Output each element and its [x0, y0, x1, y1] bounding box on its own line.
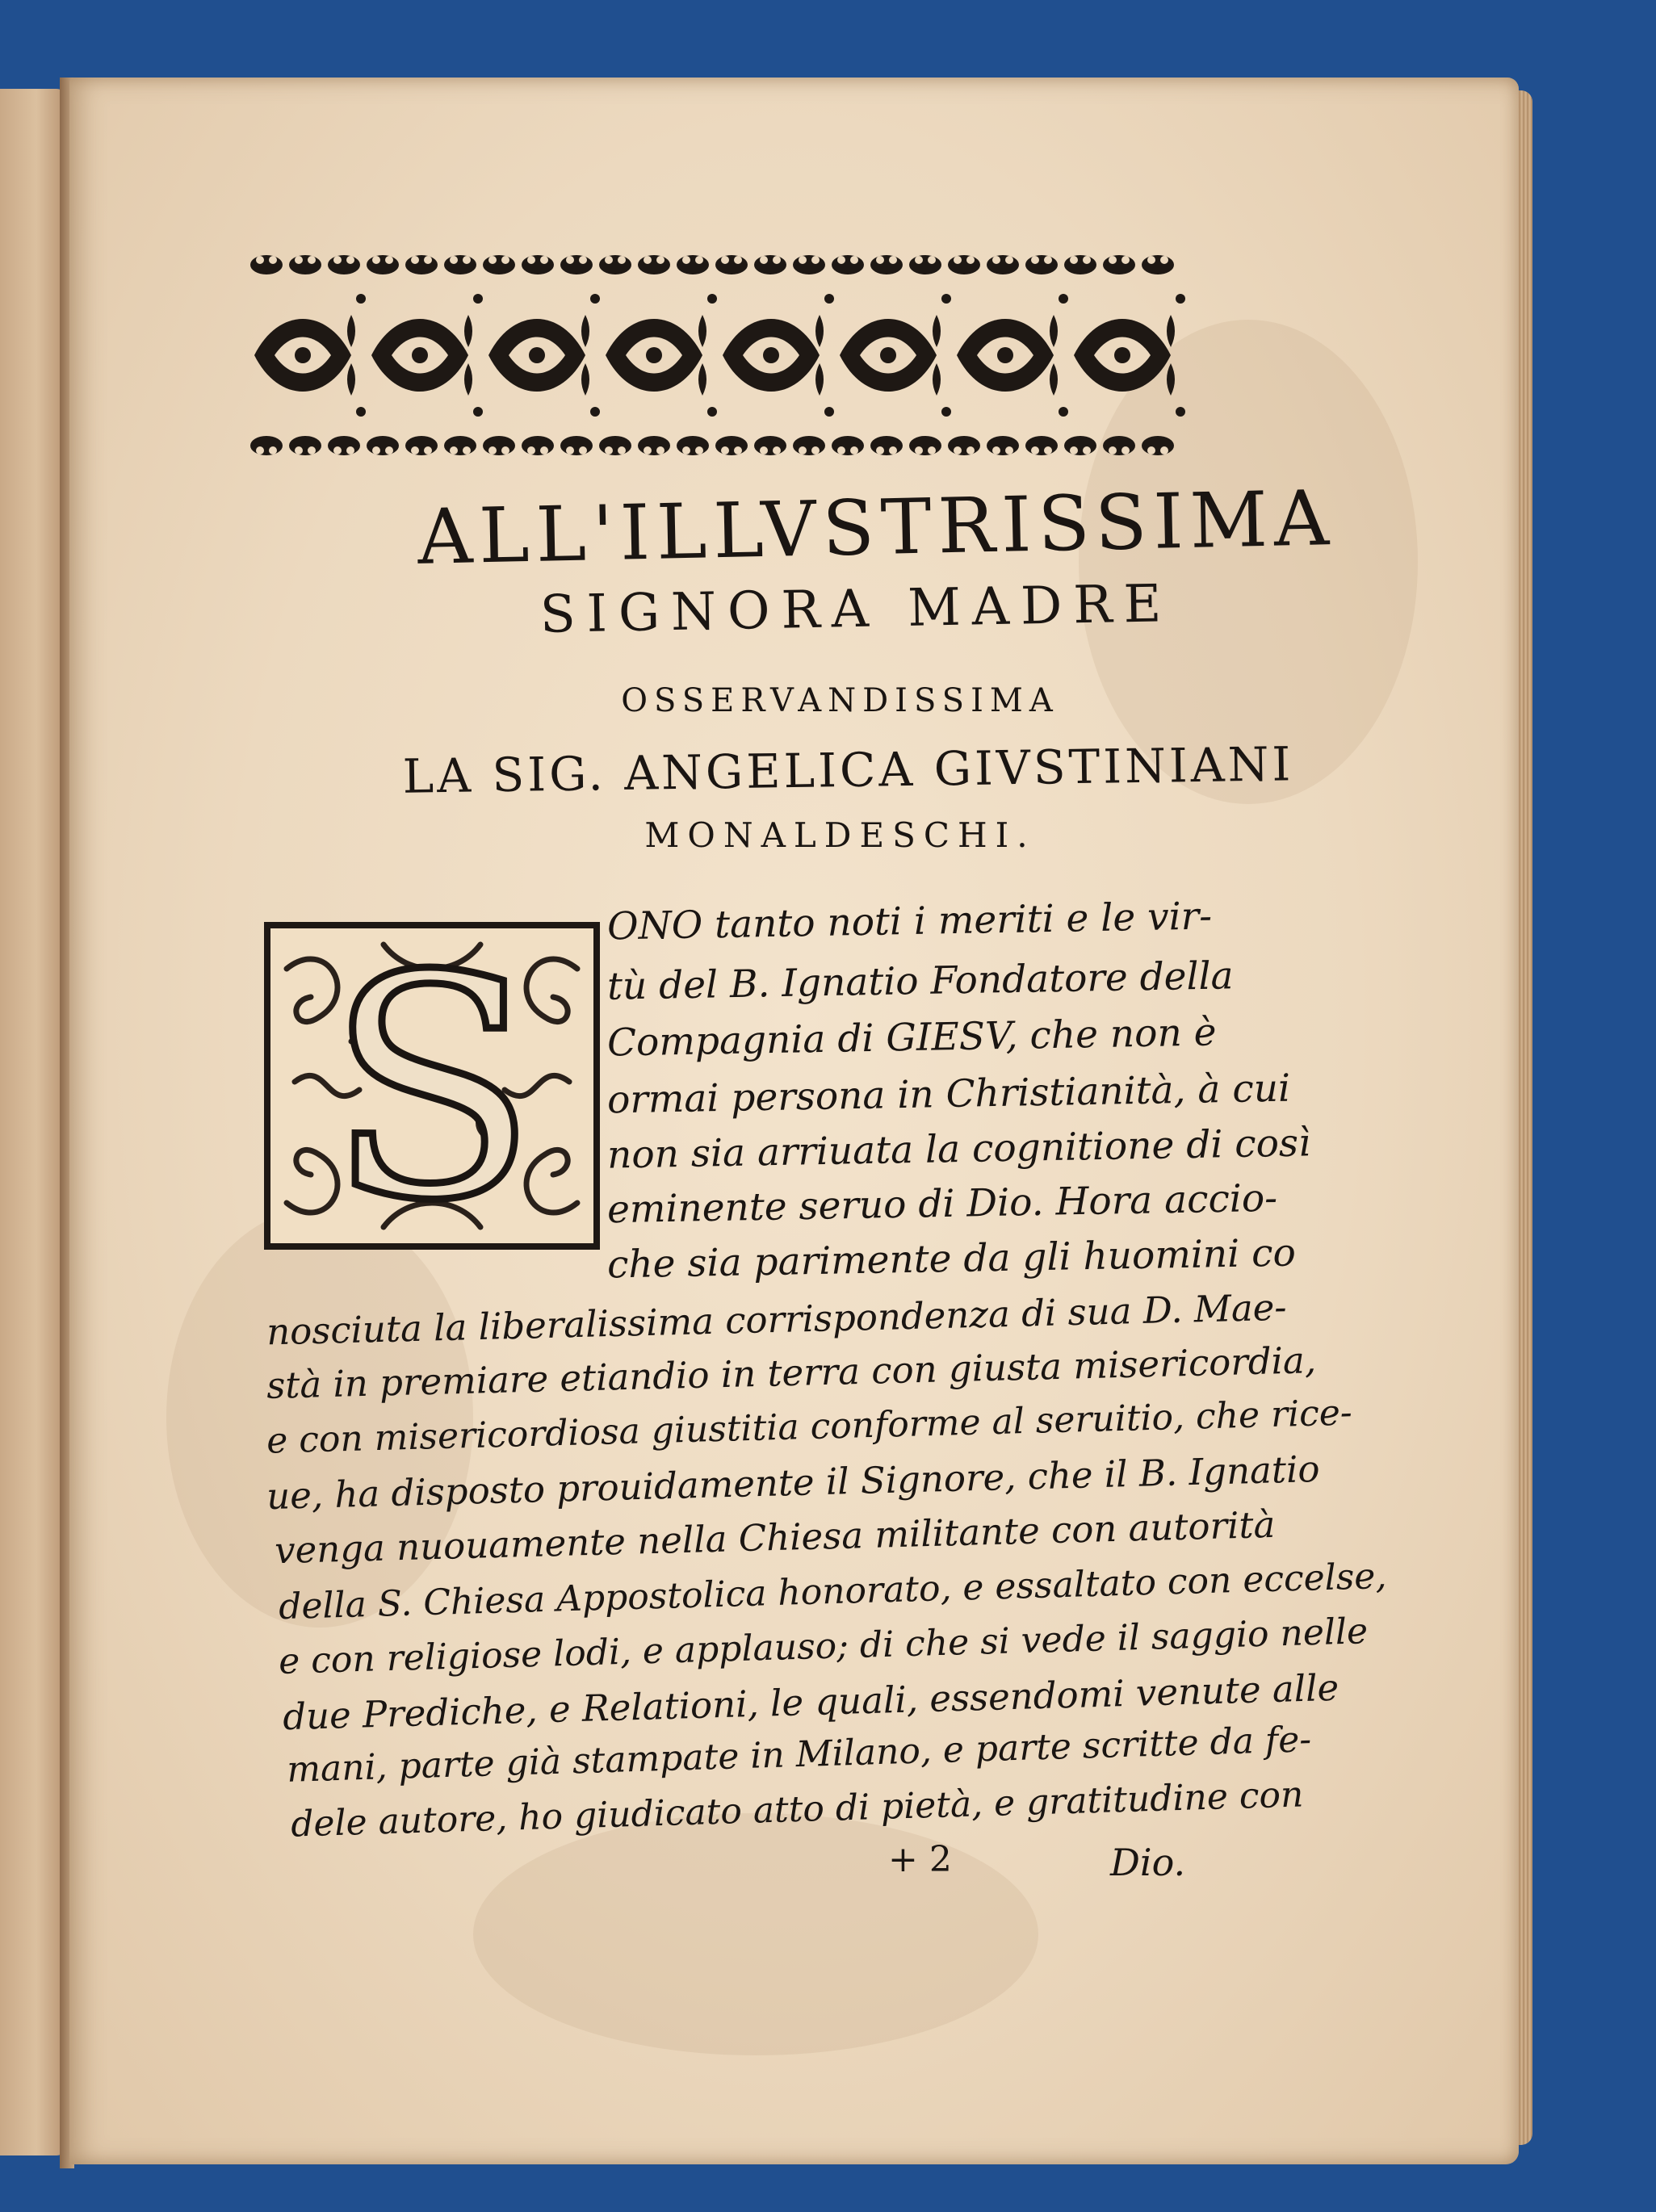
body-line: venga nuouamente nella Chiesa militante con autorità: [274, 1502, 1276, 1573]
body-line: Compagnia di GIESV, che non è: [606, 1010, 1217, 1066]
body-line: ue, ha disposto prouidamente il Signore, che il B. Ignatio: [266, 1447, 1321, 1519]
body-line: e con religiose lodi, e applauso; di che si vede il saggio nelle: [278, 1611, 1369, 1682]
ornamental-headpiece: [242, 242, 1187, 468]
initial-letter: S: [326, 920, 538, 1251]
body-line: eminente seruo di Dio. Hora accio-: [606, 1175, 1278, 1233]
body-line: ormai persona in Christianità, à cui: [606, 1066, 1291, 1123]
body-line: ONO tanto noti i meriti e le vir-: [606, 894, 1213, 949]
body-line: dele autore, ho giudicato atto di pietà, e gratitudine con: [290, 1774, 1304, 1845]
body-line: mani, parte già stampate in Milano, e parte scritte da fe-: [286, 1719, 1312, 1791]
paper-stain: [473, 1813, 1038, 2055]
body-line: non sia arriuata la cognitione di così: [606, 1121, 1311, 1178]
catchword: Dio.: [1110, 1841, 1186, 1884]
heading-line-2: SIGNORA MADRE: [539, 574, 1173, 645]
heading-line-5: MONALDESCHI.: [644, 815, 1036, 855]
body-line: tù del B. Ignatio Fondatore della: [606, 953, 1235, 1009]
body-line: nosciuta la liberalissima corrispondenza di sua D. Mae-: [266, 1285, 1288, 1354]
body-line: due Prediche, e Relationi, le quali, essendomi venute alle: [282, 1665, 1339, 1739]
body-line: stà in premiare etiandio in terra con giusta misericordia,: [266, 1339, 1317, 1407]
heading-line-3: OSSERVANDISSIMA: [621, 682, 1059, 719]
facing-page-edge: [0, 89, 66, 2155]
decorated-initial: [262, 920, 602, 1251]
signature-mark: + 2: [888, 1839, 952, 1880]
body-line: della S. Chiesa Appostolica honorato, e essaltato con eccelse,: [278, 1555, 1387, 1628]
body-line: e con misericordiosa giustitia conforme al seruitio, che rice-: [266, 1392, 1353, 1462]
body-line: che sia parimente da gli huomini co: [606, 1230, 1297, 1288]
heading-line-1: ALL'ILLVSTRISSIMA: [417, 475, 1336, 582]
heading-line-4: LA SIG. ANGELICA GIVSTINIANI: [402, 736, 1294, 804]
